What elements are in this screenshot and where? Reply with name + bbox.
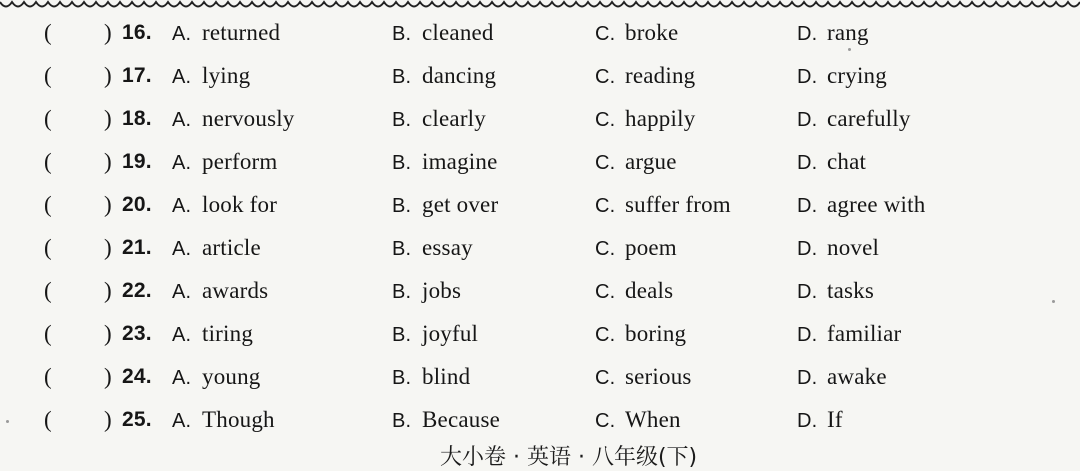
option-text: agree with <box>827 192 926 217</box>
option-b <box>392 276 461 307</box>
scan-speck <box>848 48 851 51</box>
option-letter: D. <box>797 324 818 346</box>
scan-speck <box>1052 300 1055 303</box>
option-letter: C. <box>595 238 616 260</box>
option-text: familiar <box>827 321 902 346</box>
option-letter: A. <box>172 66 192 88</box>
question-number: 21. <box>122 236 152 259</box>
option-d <box>797 405 843 436</box>
option-c <box>595 319 686 350</box>
scan-speck <box>6 420 9 423</box>
option-text: dancing <box>422 63 497 88</box>
answer-blank-open-paren: ( <box>44 192 52 217</box>
option-text: broke <box>625 20 679 45</box>
answer-blank-close-paren: ) <box>104 407 112 432</box>
option-a <box>172 190 277 221</box>
question-row <box>0 12 1080 55</box>
option-letter: A. <box>172 195 192 217</box>
option-b <box>392 405 500 436</box>
option-letter: D. <box>797 238 818 260</box>
option-c <box>595 362 692 393</box>
option-letter: B. <box>392 109 412 131</box>
option-d <box>797 104 911 135</box>
option-c <box>595 104 695 135</box>
option-a <box>172 362 261 393</box>
option-letter: D. <box>797 281 818 303</box>
option-text: boring <box>625 321 687 346</box>
option-letter: D. <box>797 410 818 432</box>
option-b <box>392 362 470 393</box>
option-a <box>172 18 280 49</box>
option-d <box>797 147 866 178</box>
option-letter: B. <box>392 66 412 88</box>
option-letter: B. <box>392 281 412 303</box>
option-letter: B. <box>392 152 412 174</box>
option-text: tasks <box>827 278 874 303</box>
option-b <box>392 190 498 221</box>
option-b <box>392 104 486 135</box>
option-letter: A. <box>172 238 192 260</box>
option-text: lying <box>202 63 251 88</box>
question-number: 19. <box>122 150 152 173</box>
option-letter: D. <box>797 152 818 174</box>
option-text: serious <box>625 364 692 389</box>
option-d <box>797 18 869 49</box>
option-d <box>797 190 925 221</box>
option-letter: A. <box>172 281 192 303</box>
question-number: 20. <box>122 193 152 216</box>
option-text: novel <box>827 235 880 260</box>
option-a <box>172 276 268 307</box>
answer-blank-open-paren: ( <box>44 235 52 260</box>
option-letter: B. <box>392 410 412 432</box>
answer-blank-open-paren: ( <box>44 364 52 389</box>
option-letter: C. <box>595 324 616 346</box>
option-c <box>595 18 678 49</box>
option-text: If <box>827 407 843 432</box>
answer-rows <box>0 12 1080 442</box>
answer-blank-open-paren: ( <box>44 278 52 303</box>
option-letter: D. <box>797 367 818 389</box>
option-a <box>172 405 275 436</box>
option-letter: C. <box>595 281 616 303</box>
answer-blank-close-paren: ) <box>104 321 112 346</box>
option-text: look for <box>202 192 278 217</box>
question-row <box>0 399 1080 442</box>
option-d <box>797 61 887 92</box>
option-text: reading <box>625 63 696 88</box>
option-text: returned <box>202 20 281 45</box>
option-text: When <box>625 407 681 432</box>
option-letter: A. <box>172 23 192 45</box>
option-text: article <box>202 235 261 260</box>
option-b <box>392 18 494 49</box>
option-d <box>797 319 901 350</box>
answer-blank-close-paren: ) <box>104 235 112 260</box>
option-letter: B. <box>392 367 412 389</box>
option-letter: B. <box>392 238 412 260</box>
question-number: 18. <box>122 107 152 130</box>
option-letter: C. <box>595 66 616 88</box>
option-text: deals <box>625 278 674 303</box>
option-text: suffer from <box>625 192 731 217</box>
option-d <box>797 276 874 307</box>
option-c <box>595 233 677 264</box>
option-c <box>595 147 677 178</box>
option-letter: C. <box>595 367 616 389</box>
answer-blank-close-paren: ) <box>104 192 112 217</box>
option-a <box>172 233 261 264</box>
option-c <box>595 190 731 221</box>
answer-blank-close-paren: ) <box>104 106 112 131</box>
option-c <box>595 405 681 436</box>
option-letter: C. <box>595 109 616 131</box>
answer-blank-open-paren: ( <box>44 321 52 346</box>
option-text: awards <box>202 278 269 303</box>
option-letter: A. <box>172 367 192 389</box>
option-text: carefully <box>827 106 911 131</box>
option-text: joyful <box>422 321 479 346</box>
option-text: tiring <box>202 321 254 346</box>
answer-blank-open-paren: ( <box>44 20 52 45</box>
option-text: rang <box>827 20 869 45</box>
question-number: 22. <box>122 279 152 302</box>
answer-blank-open-paren: ( <box>44 407 52 432</box>
answer-blank-open-paren: ( <box>44 63 52 88</box>
option-text: chat <box>827 149 867 174</box>
option-text: cleaned <box>422 20 494 45</box>
option-text: get over <box>422 192 499 217</box>
option-b <box>392 233 473 264</box>
question-row <box>0 270 1080 313</box>
option-text: happily <box>625 106 696 131</box>
option-text: Because <box>422 407 501 432</box>
answer-blank-close-paren: ) <box>104 278 112 303</box>
answer-blank-open-paren: ( <box>44 149 52 174</box>
option-text: jobs <box>422 278 462 303</box>
option-text: argue <box>625 149 677 174</box>
option-b <box>392 61 496 92</box>
question-row <box>0 356 1080 399</box>
option-letter: A. <box>172 152 192 174</box>
option-d <box>797 233 879 264</box>
option-text: blind <box>422 364 471 389</box>
option-letter: B. <box>392 195 412 217</box>
question-row <box>0 313 1080 356</box>
option-a <box>172 147 277 178</box>
question-row <box>0 98 1080 141</box>
option-text: young <box>202 364 261 389</box>
question-row <box>0 55 1080 98</box>
option-c <box>595 276 673 307</box>
option-c <box>595 61 695 92</box>
question-number: 16. <box>122 21 152 44</box>
answer-blank-open-paren: ( <box>44 106 52 131</box>
answer-blank-close-paren: ) <box>104 20 112 45</box>
option-letter: B. <box>392 324 412 346</box>
option-text: awake <box>827 364 887 389</box>
option-b <box>392 319 478 350</box>
option-text: Though <box>202 407 275 432</box>
question-number: 25. <box>122 408 152 431</box>
scalloped-top-border <box>0 0 1080 12</box>
option-letter: B. <box>392 23 412 45</box>
option-letter: C. <box>595 410 616 432</box>
answer-blank-close-paren: ) <box>104 149 112 174</box>
option-letter: C. <box>595 23 616 45</box>
option-letter: C. <box>595 195 616 217</box>
answer-blank-close-paren: ) <box>104 364 112 389</box>
option-text: poem <box>625 235 677 260</box>
option-d <box>797 362 887 393</box>
option-text: perform <box>202 149 278 174</box>
option-letter: A. <box>172 109 192 131</box>
option-text: essay <box>422 235 473 260</box>
option-letter: D. <box>797 109 818 131</box>
option-letter: D. <box>797 23 818 45</box>
option-a <box>172 104 295 135</box>
page-footer: 大小卷 · 英语 · 八年级(下) <box>440 445 698 470</box>
option-text: imagine <box>422 149 498 174</box>
option-text: nervously <box>202 106 295 131</box>
option-letter: A. <box>172 324 192 346</box>
answer-blank-close-paren: ) <box>104 63 112 88</box>
option-text: clearly <box>422 106 486 131</box>
option-b <box>392 147 498 178</box>
question-number: 17. <box>122 64 152 87</box>
option-letter: A. <box>172 410 192 432</box>
option-letter: D. <box>797 195 818 217</box>
question-row <box>0 227 1080 270</box>
option-letter: D. <box>797 66 818 88</box>
question-number: 24. <box>122 365 152 388</box>
option-a <box>172 319 253 350</box>
option-a <box>172 61 250 92</box>
question-row <box>0 141 1080 184</box>
question-number: 23. <box>122 322 152 345</box>
option-text: crying <box>827 63 887 88</box>
question-row <box>0 184 1080 227</box>
option-letter: C. <box>595 152 616 174</box>
